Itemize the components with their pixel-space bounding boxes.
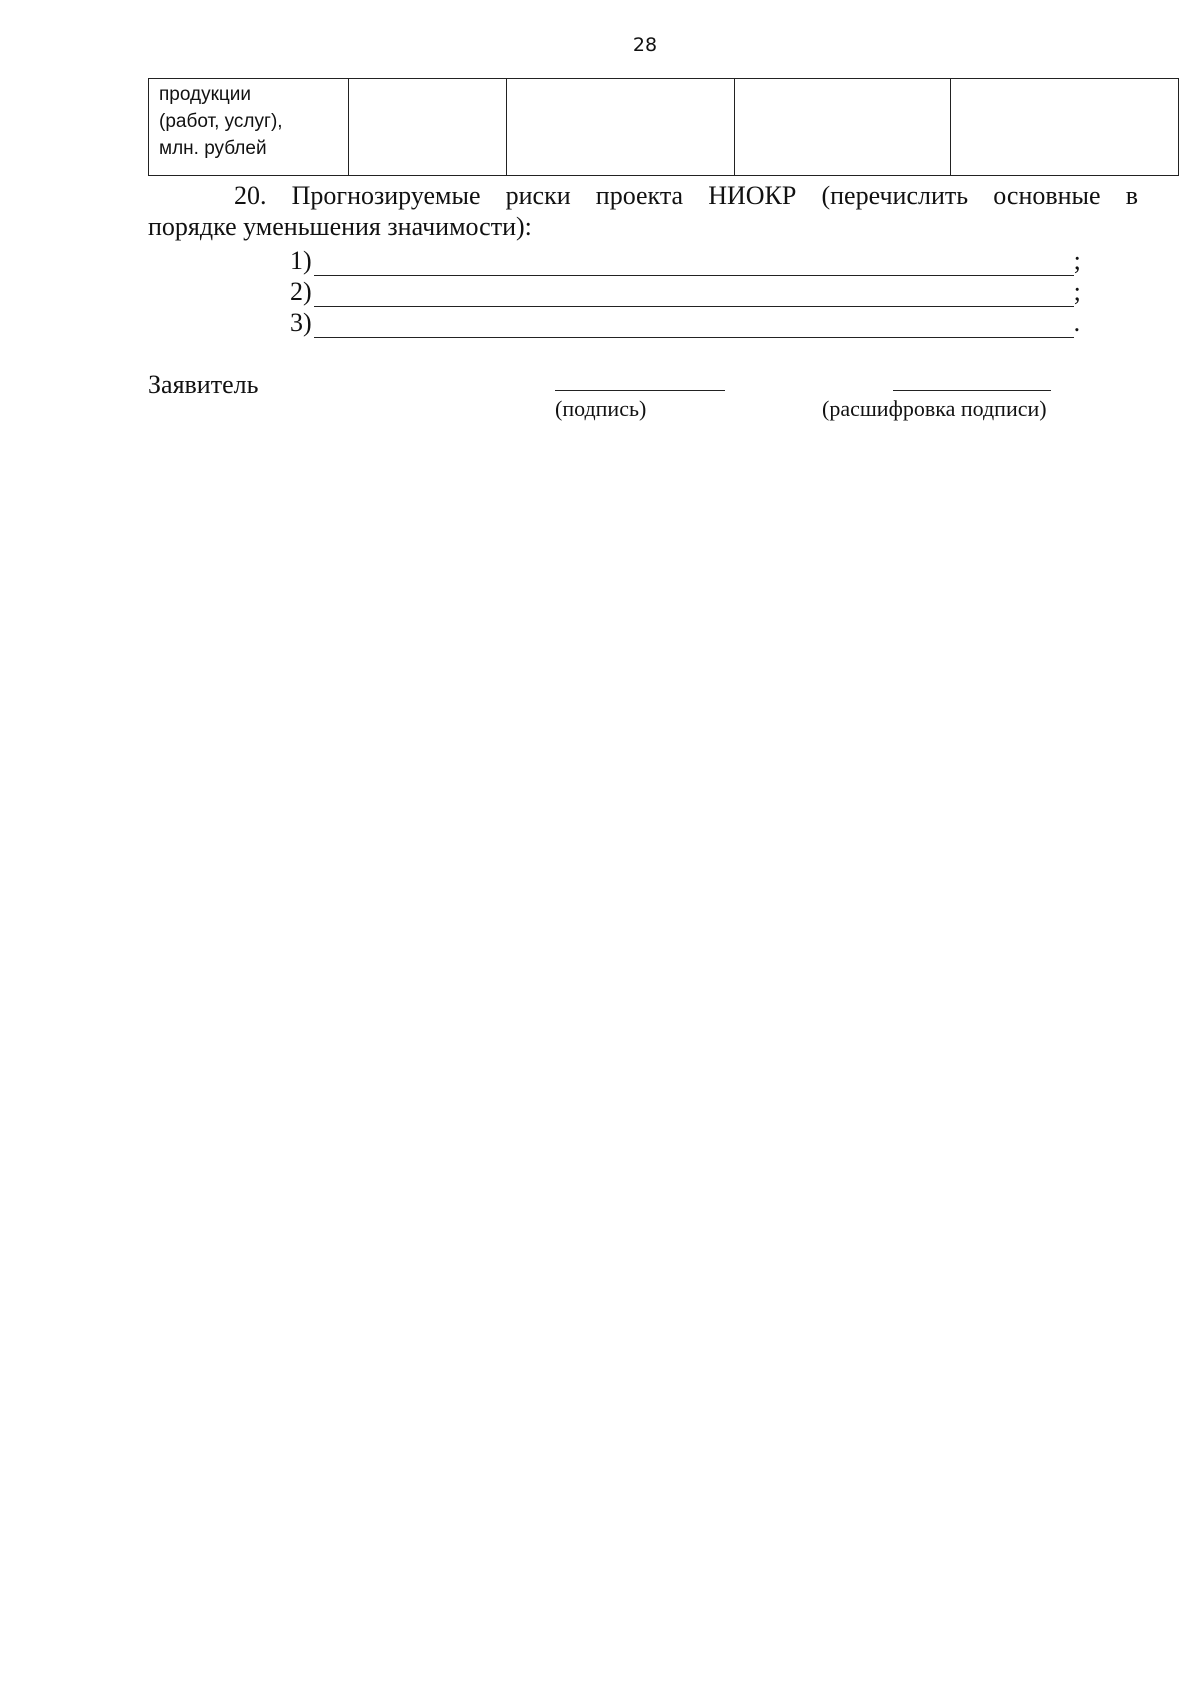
page-number: 28 [632, 34, 658, 56]
signature-line[interactable] [555, 390, 725, 391]
row-label-line: млн. рублей [159, 138, 267, 159]
signature-decryption-line[interactable] [893, 390, 1051, 391]
empty-cell[interactable] [507, 79, 735, 176]
row-label-line: (работ, услуг), [159, 111, 283, 132]
risk-blank-field[interactable] [314, 313, 1074, 338]
empty-cell[interactable] [349, 79, 507, 176]
signature-caption: (подпись) [555, 396, 647, 421]
row-label-cell [149, 79, 349, 176]
risk-end-punct: ; [1073, 246, 1081, 275]
applicant-label: Заявитель [148, 370, 259, 399]
section-20-heading-cont: порядке уменьшения значимости): [148, 212, 532, 241]
section-20-heading: 20. Прогнозируемые риски проекта НИОКР (перечислить основные в [234, 181, 1138, 210]
risk-item-3 [290, 308, 1080, 338]
row-label-line: продукции [159, 84, 252, 105]
section-20-paragraph [148, 180, 1138, 242]
continued-table [148, 78, 1179, 176]
risk-blank-field[interactable] [314, 282, 1074, 307]
risk-end-punct: ; [1073, 277, 1081, 306]
risk-number: 1) [290, 246, 312, 275]
signature-decryption-caption: (расшифровка подписи) [822, 396, 1047, 421]
risk-number: 3) [290, 308, 312, 337]
table-row [149, 79, 1179, 176]
risk-number: 2) [290, 277, 312, 306]
empty-cell[interactable] [951, 79, 1179, 176]
risk-item-2 [290, 277, 1081, 307]
risk-end-punct: . [1073, 308, 1081, 337]
risk-blank-field[interactable] [314, 251, 1074, 276]
risk-item-1 [290, 246, 1081, 276]
empty-cell[interactable] [735, 79, 951, 176]
